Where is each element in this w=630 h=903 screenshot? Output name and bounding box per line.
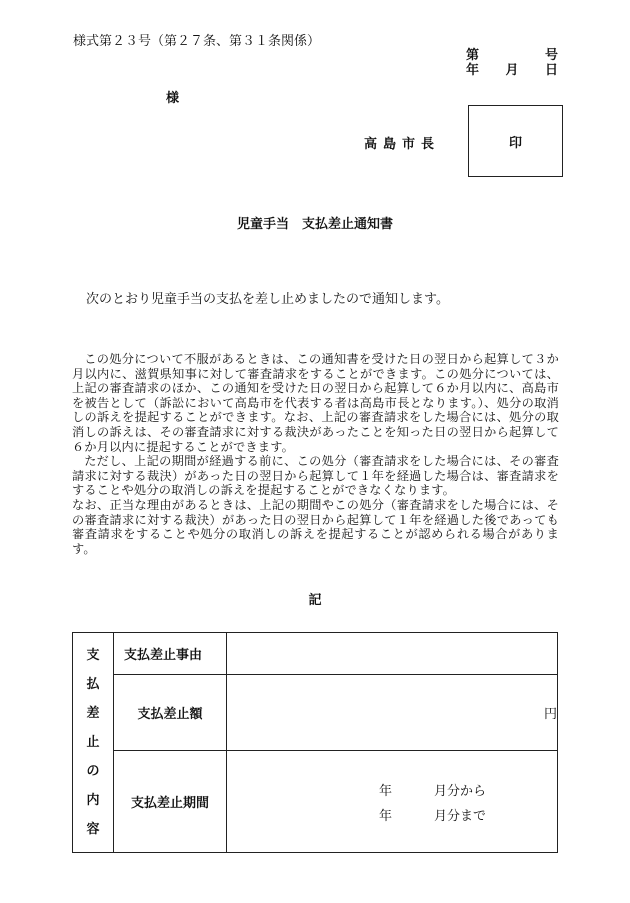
amount-value-cell[interactable]	[227, 675, 558, 751]
suspension-details-table	[72, 632, 558, 853]
notice-paragraph-3: なお、正当な理由があるときは、上記の期間やこの処分（審査請求をした場合には、その審査請求に対する裁決）があった日の翌日から起算して１年を経過した後であっても審査請求をすることや処分の取消しの訴えを提起することが認められる場合があります。	[72, 497, 559, 556]
period-label: 支払差止期間	[114, 751, 227, 853]
date-day: 日	[544, 63, 558, 78]
notice-paragraph-1: この処分について不服があるときは、この通知書を受けた日の翌日から起算して３か月以内に、滋賀県知事に対して審査請求をすることができます。この処分については、上記の審査請求のほか、この通知を受けた日の翌日から起算して６か月以内に、高島市を被告として（訴訟において高島市を代表する者は高島市長となります。）、処分の取消しの訴えを提起することができます。なお、上記の審査請求をした場合には、処分の取消しの訴えは、その審査請求に対する裁決があったことを知った日の翌日から起算して６か月以内に提起することができます。	[72, 352, 559, 454]
reason-value-cell[interactable]	[227, 633, 558, 675]
period-to-year: 年	[379, 808, 393, 824]
date-line	[466, 59, 558, 78]
addressee-suffix: 様	[166, 91, 180, 106]
form-number: 様式第２３号（第２７条、第３１条関係）	[73, 34, 321, 49]
number-go: 号	[544, 48, 558, 63]
seal-box	[468, 105, 563, 177]
period-from-month: 月分から	[434, 783, 487, 799]
amount-label: 支払差止額	[114, 675, 227, 751]
date-month: 月	[505, 63, 519, 78]
amount-unit: 円	[543, 707, 557, 722]
period-to-month: 月分まで	[434, 808, 487, 824]
notice-paragraph-2: ただし、上記の期間が経過する前に、この処分（審査請求をした場合には、その審査請求に対する裁決）があった日の翌日から起算して１年を経過した場合は、審査請求をすることや処分の取消しの訴えを提起することができなくなります。	[72, 454, 559, 498]
ki-heading: 記	[308, 593, 322, 608]
seal-label: 印	[508, 135, 522, 151]
appeal-notice	[72, 352, 559, 556]
reason-label: 支払差止事由	[114, 633, 227, 675]
period-from	[227, 780, 557, 799]
date-year: 年	[466, 63, 480, 78]
number-dai: 第	[466, 48, 480, 63]
lead-text: 次のとおり児童手当の支払を差し止めましたので通知します。	[86, 292, 449, 307]
period-to	[227, 805, 557, 824]
sender-name: 高島市長	[364, 137, 441, 152]
side-label: 支 払 差 止 の 内 容	[73, 633, 114, 853]
period-from-year: 年	[379, 783, 393, 799]
period-value-cell[interactable]	[227, 751, 558, 853]
document-title: 児童手当 支払差止通知書	[236, 217, 393, 232]
